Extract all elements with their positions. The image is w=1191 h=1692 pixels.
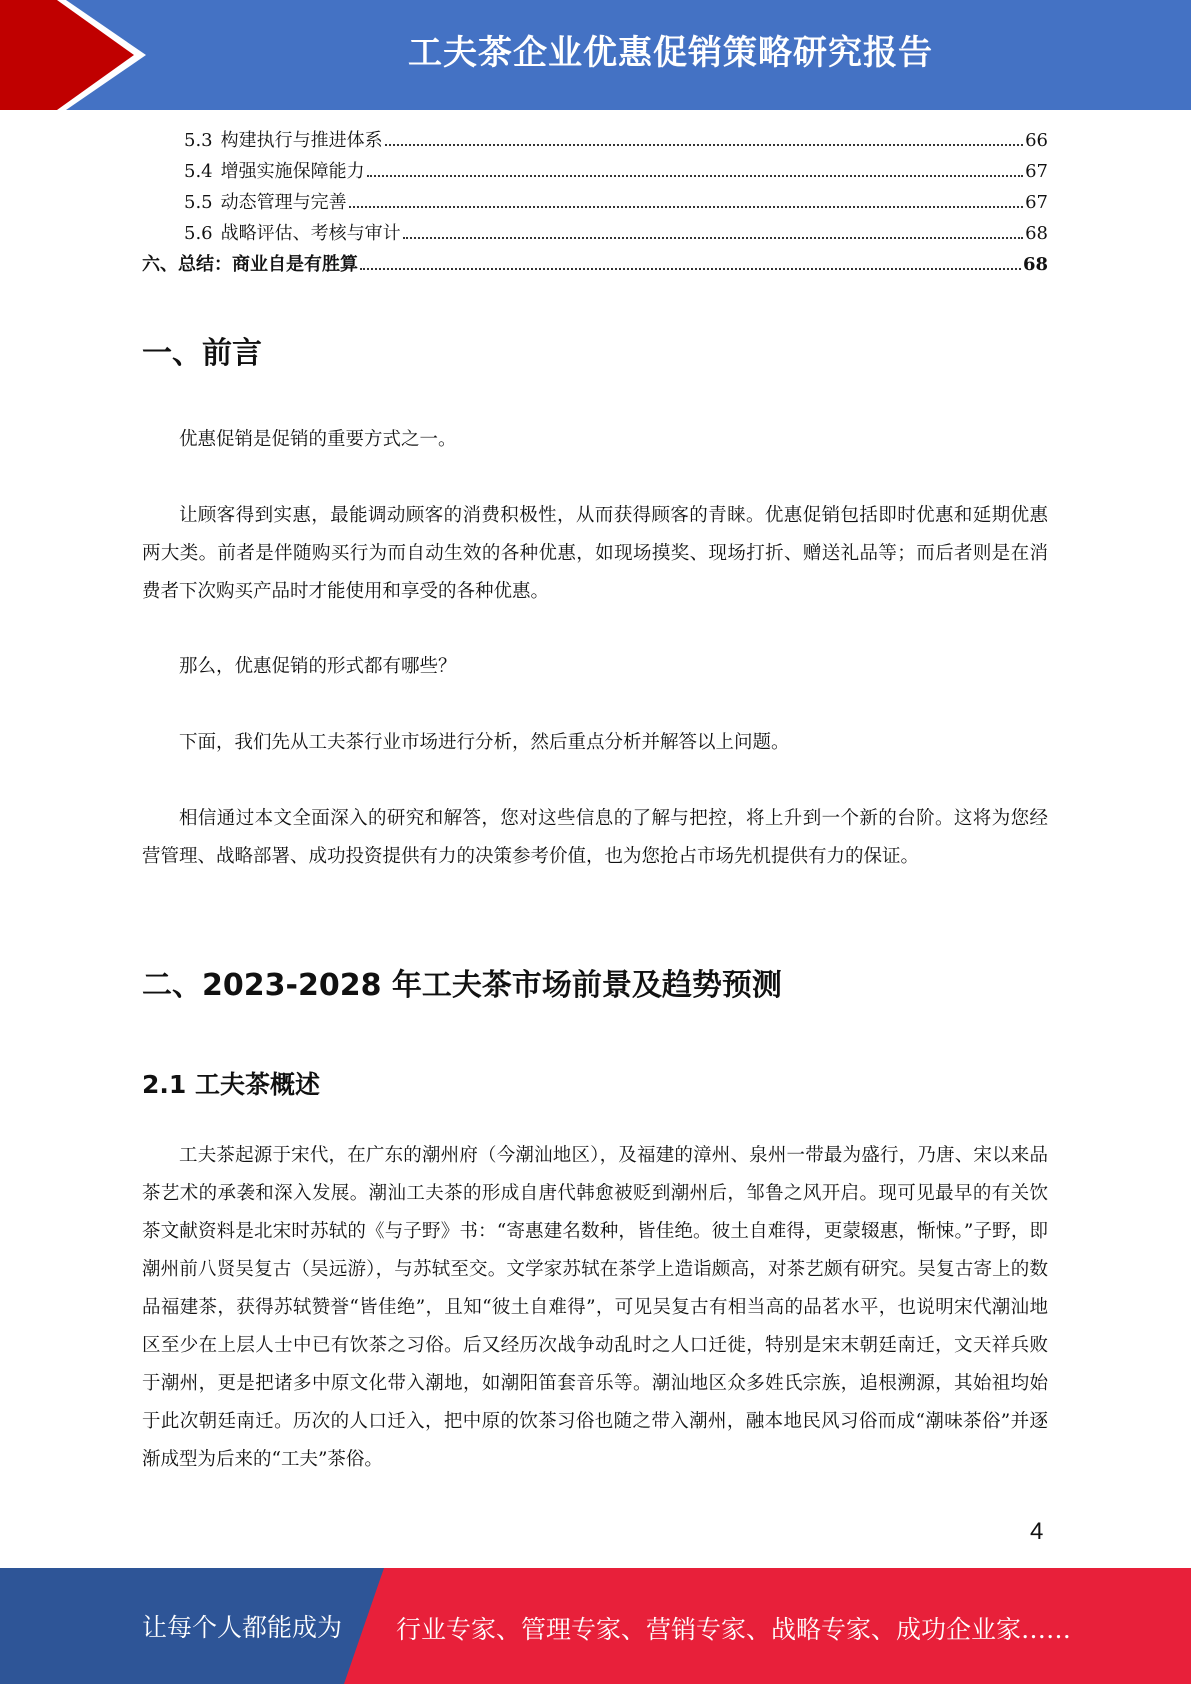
body-paragraph: 下面，我们先从工夫茶行业市场进行分析，然后重点分析并解答以上问题。 (179, 732, 790, 753)
body-paragraph: 优惠促销是促销的重要方式之一。 (179, 429, 457, 450)
body-paragraph: 让顾客得到实惠，最能调动顾客的消费积极性，从而获得顾客的青睐。优惠促销包括即时优惠和延期优惠两大类。前者是伴随购买行为而自动生效的各种优惠，如现场摸奖、现场打折、赠送礼品等；而后者则是在消费者下次购买产品时才能使用和享受的各种优惠。 (142, 505, 1048, 602)
body-paragraph: 相信通过本文全面深入的研究和解答，您对这些信息的了解与把控，将上升到一个新的台阶。这将为您经营管理、战略部署、成功投资提供有力的决策参考价值，也为您抢占市场先机提供有力的保证。 (142, 808, 1048, 867)
body-paragraph: 工夫茶起源于宋代，在广东的潮州府（今潮汕地区），及福建的漳州、泉州一带最为盛行，乃唐、宋以来品茶艺术的承袭和深入发展。潮汕工夫茶的形成自唐代韩愈被贬到潮州后，邹鲁之风开启。现可见最早的有关饮茶文献资料是北宋时苏轼的《与子野》书：“寄惠建名数种，皆佳绝。彼土自难得，更蒙辍惠，惭悚。”子野，即潮州前八贤吴复古（吴远游），与苏轼至交。文学家苏轼在茶学上造诣颇高，对茶艺颇有研究。吴复古寄上的数品福建茶，获得苏轼赞誉“皆佳绝”，且知“彼土自难得”，可见吴复古有相当高的品茗水平，也说明宋代潮汕地区至少在上层人士中已有饮茶之习俗。后又经历次战争动乱时之人口迁徙，特别是宋末朝廷南迁，文天祥兵败于潮州，更是把诸多中原文化带入潮地，如潮阳笛套音乐等。潮汕地区众多姓氏宗族，追根溯源，其始祖均始于此次朝廷南迁。历次的人口迁入，把中原的饮茶习俗也随之带入潮州，融本地民风习俗而成“潮味茶俗”并逐渐成型为后来的“工夫”茶俗。 (142, 1145, 1048, 1470)
toc-entry-label: 战略评估、考核与审计 (220, 223, 401, 244)
toc-entry-page: 68 (1022, 254, 1048, 275)
toc-leader-dots (367, 175, 1023, 177)
toc-entry-page: 67 (1025, 161, 1048, 182)
document-title: 工夫茶企业优惠促销策略研究报告 (408, 33, 933, 73)
toc-leader-dots (360, 268, 1021, 270)
page-footer (0, 1568, 1191, 1684)
header-arrow-decoration (0, 0, 150, 110)
toc-entry[interactable] (142, 219, 1048, 250)
toc-entry[interactable] (142, 126, 1048, 157)
toc-entry-label: 动态管理与完善 (220, 192, 347, 213)
toc-entry-label: 增强实施保障能力 (220, 161, 365, 182)
body-paragraph: 那么，优惠促销的形式都有哪些？ (179, 656, 457, 677)
table-of-contents (142, 126, 1048, 281)
toc-entry-page: 66 (1025, 130, 1048, 151)
toc-entry[interactable] (142, 157, 1048, 188)
subsection-heading-overview: 2.1 工夫茶概述 (142, 1070, 320, 1099)
toc-leader-dots (385, 144, 1023, 146)
toc-entry-number: 5.5 (184, 192, 213, 213)
toc-entry-number: 5.6 (184, 223, 213, 244)
toc-entry-label: 六、总结：商业自是有胜算 (142, 254, 358, 275)
toc-entry-page: 67 (1025, 192, 1048, 213)
toc-leader-dots (403, 237, 1023, 239)
footer-slogan-right: 行业专家、管理专家、营销专家、战略专家、成功企业家…… (396, 1615, 1072, 1644)
section-heading-market-outlook: 二、2023-2028 年工夫茶市场前景及趋势预测 (142, 968, 782, 1003)
section-heading-preface: 一、前言 (142, 336, 262, 371)
toc-entry-chapter[interactable] (142, 250, 1048, 281)
toc-leader-dots (349, 206, 1023, 208)
toc-entry-number: 5.4 (184, 161, 213, 182)
page-header (0, 0, 1191, 110)
toc-entry-page: 68 (1025, 223, 1048, 244)
page-number: 4 (1030, 1518, 1044, 1545)
toc-entry-label: 构建执行与推进体系 (220, 130, 383, 151)
toc-entry-number: 5.3 (184, 130, 213, 151)
toc-entry[interactable] (142, 188, 1048, 219)
footer-slogan-left: 让每个人都能成为 (142, 1613, 343, 1642)
